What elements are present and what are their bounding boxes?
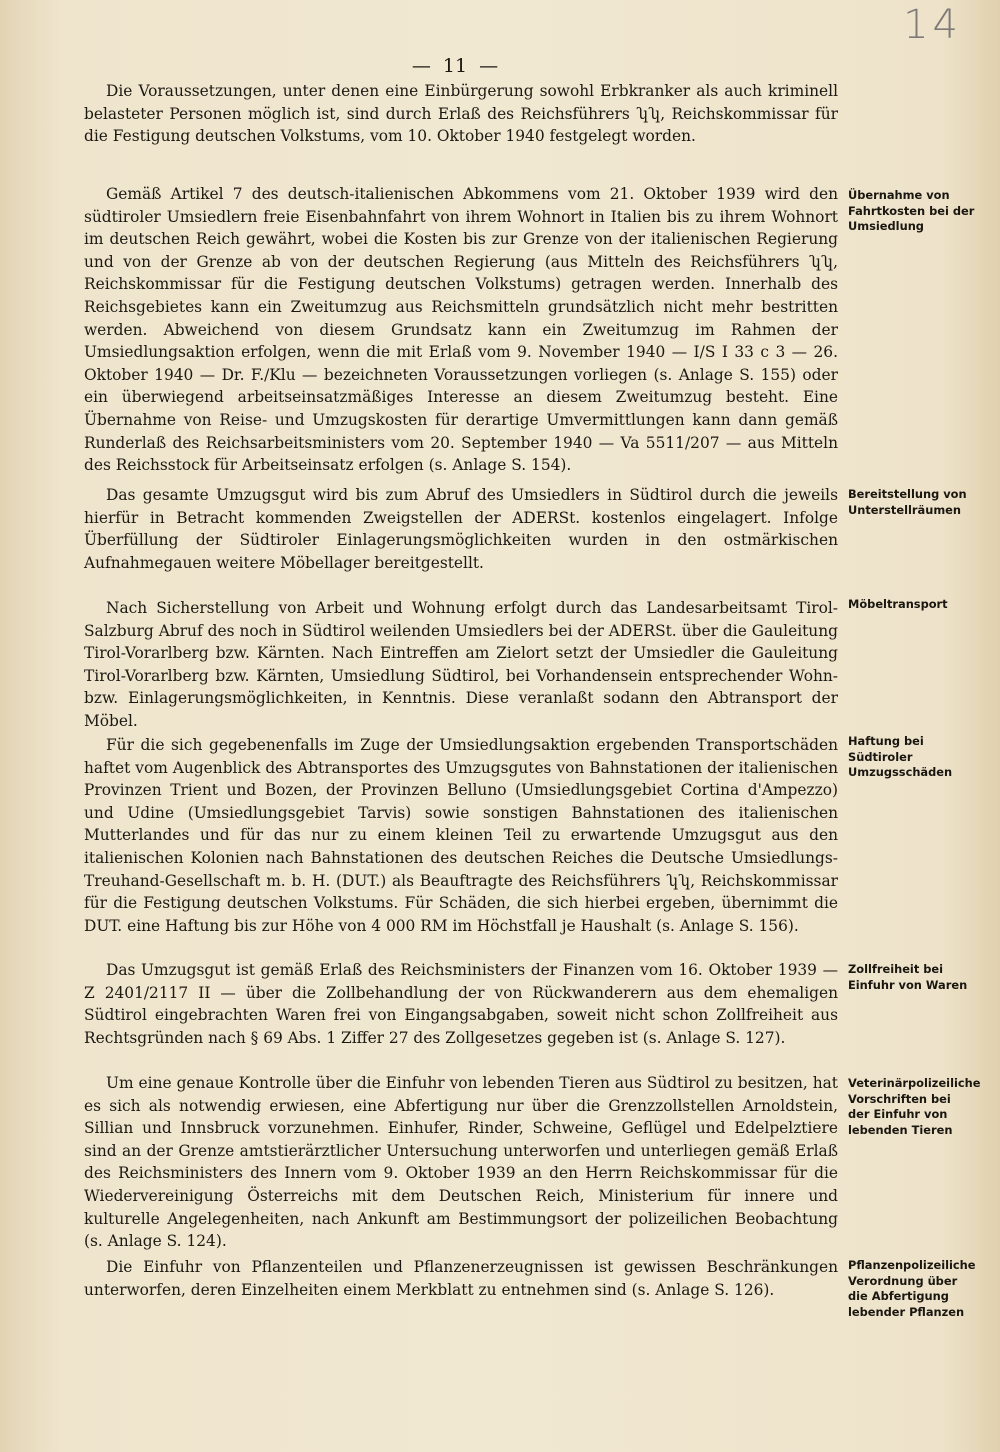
margin-note-travel-costs: Übernahme von Fahrtkosten bei der Umsiedlung — [848, 188, 975, 234]
handwritten-folio-number: 14 — [903, 2, 962, 48]
margin-note-furniture-transport: Möbeltransport — [848, 597, 948, 611]
paragraph-naturalization: Die Voraussetzungen, unter denen eine Einbürgerung sowohl Erbkranker als auch kriminell belasteter Personen möglich ist, sind durch Erlaß des Reichsführers ʮʮ, Reichskommissar für die Festigung deutschen Volkstums, vom 10. Oktober 1940 festgelegt worden. — [84, 82, 838, 146]
dash-right: — — [479, 55, 499, 77]
paragraph-furniture-transport: Nach Sicherstellung von Arbeit und Wohnung erfolgt durch das Landesarbeitsamt Tirol-Salzburg Abruf des noch in Südtirol weilenden Umsiedlers bei der ADERSt. über die Gauleitung Tirol-Vorarlberg bzw. Kärnten. Nach Eintreffen am Zielort setzt der Umsiedler die Gauleitung Tirol-Vorarlberg bzw. Kärnten, Umsiedlung Südtirol, bei Vorhandensein entsprechender Wohn- bzw. Einlagerungsmöglichkeiten, in Kenntnis. Diese veranlaßt sodann den Abtransport der Möbel. — [84, 599, 838, 730]
paragraph-travel-costs: Gemäß Artikel 7 des deutsch-italienischen Abkommens vom 21. Oktober 1939 wird den südtiroler Umsiedlern freie Eisenbahnfahrt von ihrem Wohnort in Italien bis zu ihrem Wohnort im deutschen Reich gewährt, wobei die Kosten bis zur Grenze von der italienischen Regierung und von der Grenze ab von der deutschen Regierung (aus Mitteln des Reichsführers ʮʮ, Reichskommissar für die Festigung deutschen Volkstums) getragen werden. Innerhalb des Reichsgebietes kann ein Zweitumzug aus Reichsmitteln grundsätzlich nicht mehr bestritten werden. Abweichend von diesem Grundsatz kann ein Zweitumzug im Rahmen der Umsiedlungsaktion erfolgen, wenn die mit Erlaß vom 9. November 1940 — I/S I 33 c 3 — 26. Oktober 1940 — Dr. F./Klu — bezeichneten Voraussetzungen vorliegen (s. Anlage S. 155) oder ein überwiegend arbeitseinsatzmäßiges Interesse an diesem Zweitumzug besteht. Eine Übernahme von Reise- und Umzugskosten für derartige Umvermittlungen kann dann gemäß Runderlaß des Reichsarbeitsministers vom 20. September 1940 — Va 5511/207 — aus Mitteln des Reichsstock für Arbeitseinsatz erfolgen (s. Anlage S. 154). — [84, 185, 838, 475]
paragraph-plants: Die Einfuhr von Pflanzenteilen und Pflanzenerzeugnissen ist gewissen Beschränkungen unterworfen, deren Einzelheiten einem Merkblatt zu entnehmen sind (s. Anlage S. 126). — [84, 1258, 838, 1299]
margin-note-customs: Zollfreiheit bei Einfuhr von Waren — [848, 962, 968, 992]
margin-note-storage: Bereitstellung von Unterstellräumen — [848, 487, 967, 517]
paragraph-liability: Für die sich gegebenenfalls im Zuge der Umsiedlungsaktion ergebenden Transportschäden haftet vom Augenblick des Abtransportes des Umzugsgutes von Bahnstationen der italienischen Provinzen Trient und Bozen, der Provinzen Belluno (Umsiedlungsgebiet Cortina d'Ampezzo) und Udine (Umsiedlungsgebiet Tarvis) sowie sonstigen Bahnstationen des italienischen Mutterlandes und für das nur zu einem kleinen Teil zu erwartende Umzugsgut aus den italienischen Kolonien nach Bahnstationen des deutschen Reiches die Deutsche Umsiedlungs-Treuhand-Gesellschaft m. b. H. (DUT.) als Beauftragte des Reichsführers ʮʮ, Reichskommissar für die Festigung deutschen Volkstums. Für Schäden, die sich hierbei ergeben, übernimmt die DUT. eine Haftung bis zur Höhe von 4 000 RM im Höchstfall je Haushalt (s. Anlage S. 156). — [84, 736, 838, 935]
margin-note-liability: Haftung bei Südtiroler Umzugsschäden — [848, 734, 953, 780]
paragraph-customs: Das Umzugsgut ist gemäß Erlaß des Reichsministers der Finanzen vom 16. Oktober 1939 — Z 2401/2117 II — über die Zollbehandlung der von Rückwanderern aus dem ehemaligen Südtirol eingebrachten Waren frei von Eingangsabgaben, soweit nicht schon Zollfreiheit aus Rechtsgründen nach § 69 Abs. 1 Ziffer 27 des Zollgesetzes gegeben ist (s. Anlage S. 127). — [84, 961, 838, 1047]
dash-left: — — [411, 55, 431, 77]
paragraph-storage: Das gesamte Umzugsgut wird bis zum Abruf des Umsiedlers in Südtirol durch die jeweils hierfür in Betracht kommenden Zweigstellen der ADERSt. kostenlos eingelagert. Infolge Überfüllung der Südtiroler Einlagerungsmöglichkeiten wurden in den ostmärkischen Aufnahmegauen weitere Möbellager bereitgestellt. — [84, 486, 838, 572]
margin-note-veterinary: Veterinärpolizeiliche Vorschriften bei der Einfuhr von lebenden Tieren — [848, 1076, 981, 1137]
margin-note-plants: Pflanzenpolizeiliche Verordnung über die Abfertigung lebender Pflanzen — [848, 1258, 976, 1319]
paragraph-veterinary: Um eine genaue Kontrolle über die Einfuhr von lebenden Tieren aus Südtirol zu besitzen, hat es sich als notwendig erwiesen, eine Abfertigung nur über die Grenzzollstellen Arnoldstein, Sillian und Innsbruck vorzunehmen. Einhufer, Rinder, Schweine, Geflügel und Edelpelztiere sind an der Grenze amtstierärztlicher Untersuchung unterworfen und unterliegen gemäß Erlaß des Reichsministers des Innern vom 9. Oktober 1939 an den Herrn Reichskommissar für die Wiedervereinigung Österreichs mit dem Deutschen Reich, Ministerium für innere und kulturelle Angelegenheiten, nach Ankunft am Bestimmungsort der polizeilichen Beobachtung (s. Anlage S. 124). — [84, 1074, 838, 1251]
page-number: 11 — [442, 55, 468, 77]
page-number-line — [0, 55, 910, 77]
